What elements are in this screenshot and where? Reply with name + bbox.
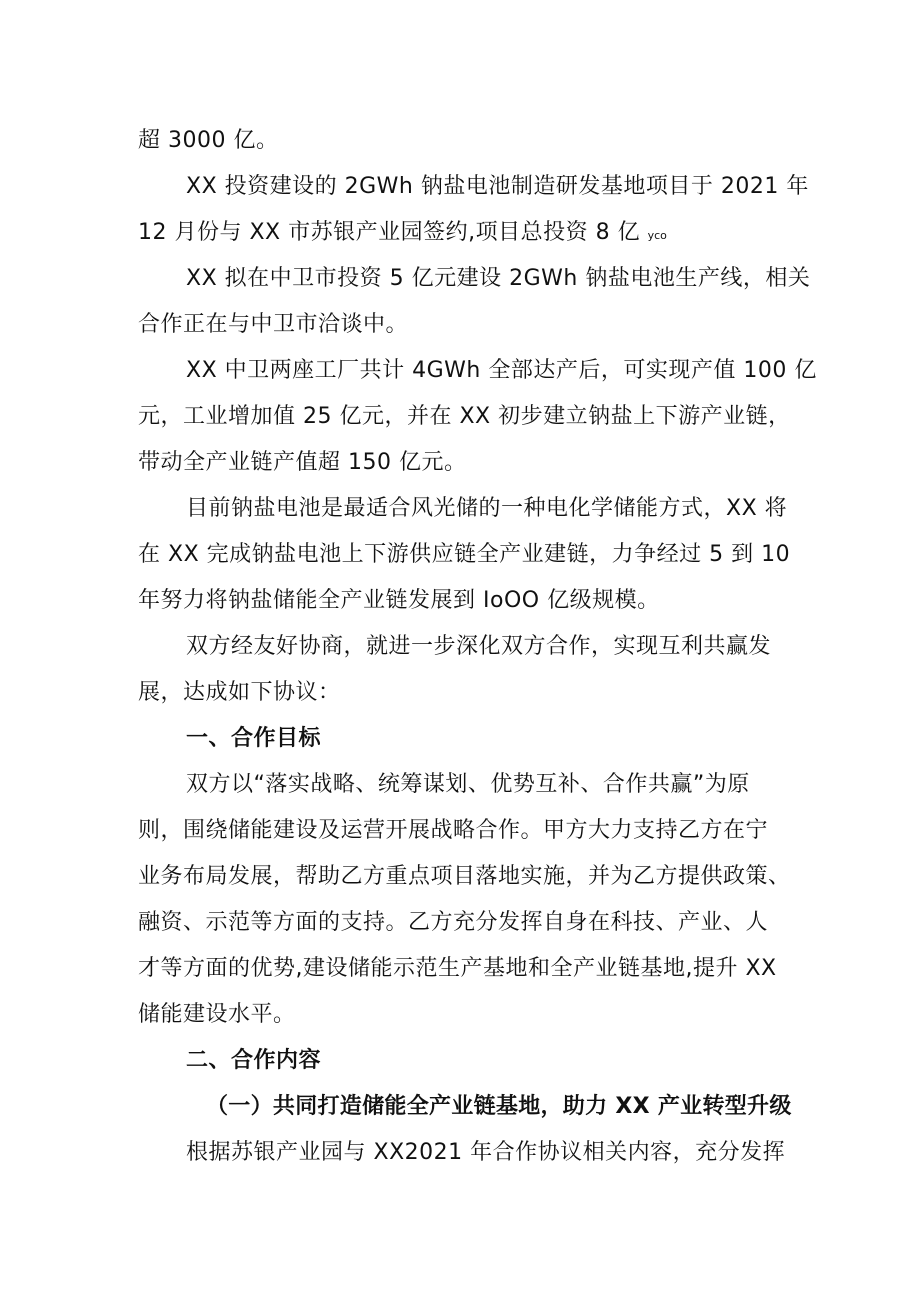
paragraph-line: 才等方面的优势,建设储能示范生产基地和全产业链基地,提升 XX [138,956,777,981]
paragraph-line: XX 拟在中卫市投资 5 亿元建设 2GWh 钠盐电池生产线，相关 [186,266,811,291]
paragraph-line: 储能建设水平。 [138,1002,296,1027]
paragraph-line: 目前钠盐电池是最适合风光储的一种电化学储能方式，XX 将 [186,496,788,521]
paragraph-line: 根据苏银产业园与 XX2021 年合作协议相关内容，充分发挥 [186,1140,786,1165]
paragraph-line: 双方以“落实战略、统筹谋划、优势互补、合作共赢”为原 [186,772,750,797]
paragraph-line: XX 中卫两座工厂共计 4GWh 全部达产后，可实现产值 100 亿 [186,358,817,383]
paragraph-line: 在 XX 完成钠盐电池上下游供应链全产业建链，力争经过 5 到 10 [138,542,791,567]
paragraph-line [138,218,667,251]
paragraph-line: 展，达成如下协议： [138,680,341,705]
paragraph-line: 超 3000 亿。 [138,128,279,153]
line-suffix: yco [647,229,667,242]
subsection-heading: （一）共同打造储能全产业链基地，助力 XX 产业转型升级 [206,1094,792,1119]
paragraph-line: 融资、示范等方面的支持。乙方充分发挥自身在科技、产业、人 [138,910,769,935]
paragraph-line: 带动全产业链产值超 150 亿元。 [138,450,467,475]
line-text: 12 月份与 XX 市苏银产业园签约,项目总投资 8 亿 [138,220,641,245]
paragraph-line: 业务布局发展，帮助乙方重点项目落地实施，并为乙方提供政策、 [138,864,791,889]
paragraph-line: 则，围绕储能建设及运营开展战略合作。甲方大力支持乙方在宁 [138,818,769,843]
paragraph-line: 双方经友好协商，就进一步深化双方合作，实现互利共赢发 [186,634,772,659]
paragraph-line: XX 投资建设的 2GWh 钠盐电池制造研发基地项目于 2021 年 [186,174,809,199]
paragraph-line: 年努力将钠盐储能全产业链发展到 IoOO 亿级规模。 [138,588,660,613]
paragraph-line: 元，工业增加值 25 亿元，并在 XX 初步建立钠盐上下游产业链， [138,404,791,429]
section-heading-1: 一、合作目标 [186,726,322,751]
paragraph-line: 合作正在与中卫市洽谈中。 [138,312,409,337]
section-heading-2: 二、合作内容 [186,1048,322,1073]
